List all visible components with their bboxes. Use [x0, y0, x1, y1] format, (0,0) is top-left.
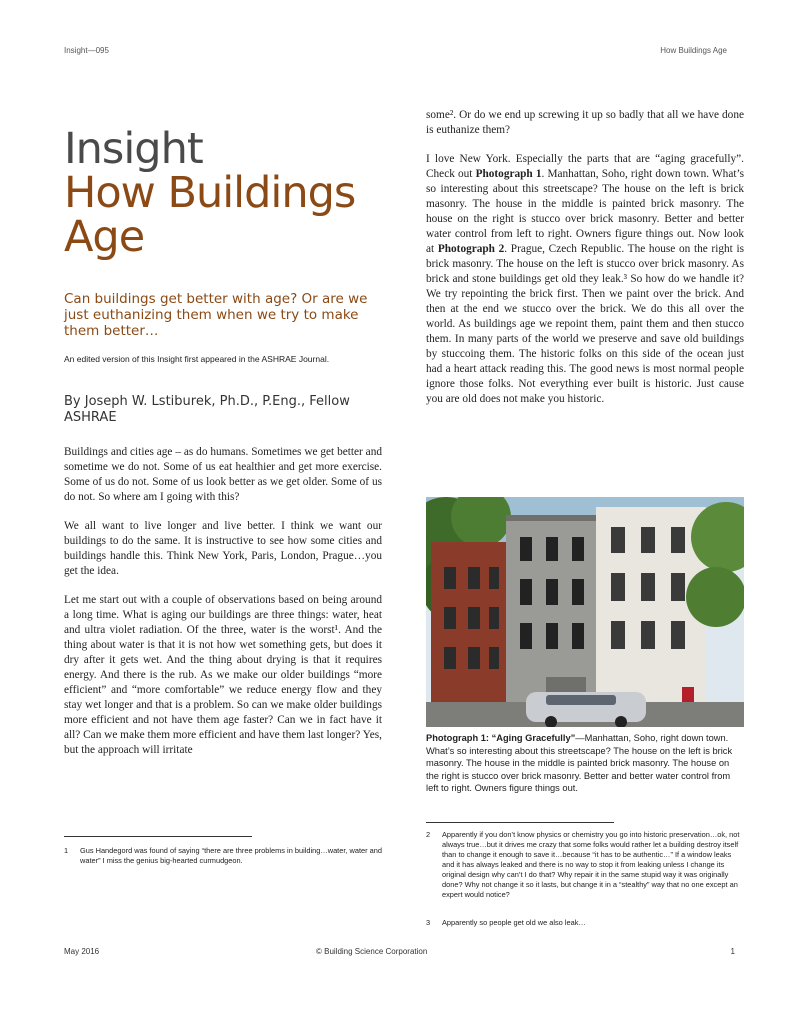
streetscape-photo: [426, 497, 744, 727]
publication-note: An edited version of this Insight first appeared in the ASHRAE Journal.: [64, 354, 330, 364]
footnote-number: 1: [64, 846, 69, 855]
subtitle: Can buildings get better with age? Or are we just euthanizing them when we try to make them better…: [64, 291, 368, 339]
title-line-age: Age: [64, 211, 145, 262]
title-line-insight: Insight: [64, 124, 203, 174]
caption-label: Photograph 1: “Aging Gracefully”: [426, 733, 576, 743]
page-number: 1: [730, 947, 735, 956]
page-title: [64, 124, 394, 262]
footnote-number: 3: [426, 918, 431, 927]
footer-date: May 2016: [64, 947, 100, 956]
footnote-number: 2: [426, 830, 431, 839]
caption-text: —Manhattan, Soho, right down town. What’s so interesting about this streetscape? The house on the left is brick masonry. The house in the middle is painted brick masonry. The house on the right is stucco over brick masonry. Better and better water control from left to right. Owners figure things out.: [426, 733, 733, 793]
right-column: [426, 108, 744, 421]
footnote-text: Apparently so people get old we also leak…: [442, 918, 586, 927]
paragraph: We all want to live longer and live better. I think we want our buildings to do the same. It is instructive to see how some cities and buildings handle this. Think New York, Paris, London, Prague…you get the idea.: [64, 520, 382, 577]
footnote-2: [426, 830, 744, 900]
photo-reference: Photograph 2: [437, 243, 505, 255]
byline: By Joseph W. Lstiburek, Ph.D., P.Eng., Fellow ASHRAE: [64, 394, 350, 425]
paragraph: some². Or do we end up screwing it up so badly that all we have done is euthanize them?: [426, 109, 744, 136]
paragraph: Let me start out with a couple of observations based on being around a long time. What is aging our buildings are three things: water, heat and ultra violet radiation. Of the three, water is the worst¹. And the thing about water is that it is not how wet something gets, but does it dry after it gets wet. And the thing about drying is that it requires energy. And there is the rub. As we make our older buildings “more efficient” and “more comfortable” we reduce energy flow and they stay wet longer and that is a problem. So can we make older buildings more efficient and not have them age faster? Can we in fact have it all? Can we make them more efficient and have them last longer? Yes, but the approach will irritate: [64, 594, 382, 756]
footnote-rule: [426, 822, 614, 823]
footnote-1: [64, 846, 382, 866]
footer-copyright: © Building Science Corporation: [316, 947, 428, 956]
footnote-text: Apparently if you don’t know physics or chemistry you go into historic preservation…ok, not always true…but it drives me crazy that some folks would rather let a building destroy itself than to change it enough to save it…because “it has to be authentic…” If a window leaks and it has always leaked and there is no way to stop it from leaking unless I change its original design why can’t I do that? Why repair it in the same stupid way it was originally done? Why not change it so it lasts, but change it in a “stealthy” way that no one except an expert would notice?: [442, 830, 740, 899]
left-column: [64, 445, 382, 772]
header-right: How Buildings Age: [660, 46, 727, 55]
header-left: Insight—095: [64, 46, 109, 55]
photo-reference: Photograph 1: [475, 168, 542, 180]
text-run: . Prague, Czech Republic. The house on the right is brick masonry. The house on the left is stucco over brick masonry. As brick and stone buildings get old they leak.³ So how do we handle it? We try repointing the brick first. Then we paint over the brick. And then at the end we stucco over the brick. We do this all over the world. As buildings age we repoint them, paint them and then stucco them. In many parts of the world we preserve and save old buildings by stuccoing them. The historic folks on this side of the ocean just had a heart attack reading this. The good news is most normal people ignore those folks. Not everything ever built is historic. Just cause you are old does not make you historic.: [426, 243, 744, 405]
title-line-how-buildings: How Buildings: [64, 167, 356, 218]
footnote-3: [426, 918, 744, 928]
footnote-rule: [64, 836, 252, 837]
text-run: I love New York. Especially the parts that are “aging gracefully”. Check out: [426, 153, 744, 180]
photo-caption: [426, 732, 744, 795]
footnote-text: Gus Handegord was found of saying “there are three problems in building…water, water and water” I miss the genius big-hearted curmudgeon.: [80, 846, 382, 865]
paragraph: [426, 152, 744, 407]
paragraph: Buildings and cities age – as do humans. Sometimes we get better and sometime we do not. Some of us eat healthier and get more exercise. Some of us do not. Some of us look better as we get older. Some of us do not. So where am I going with this?: [64, 446, 382, 503]
text-run: . Manhattan, Soho, right down town. What’s so interesting about this streetscape? The house on the left is brick masonry. The house in the middle is painted brick masonry. The house on the right is stucco over brick masonry. Better and better water control from left to right. Owners figure things out. Now look at: [426, 168, 745, 255]
